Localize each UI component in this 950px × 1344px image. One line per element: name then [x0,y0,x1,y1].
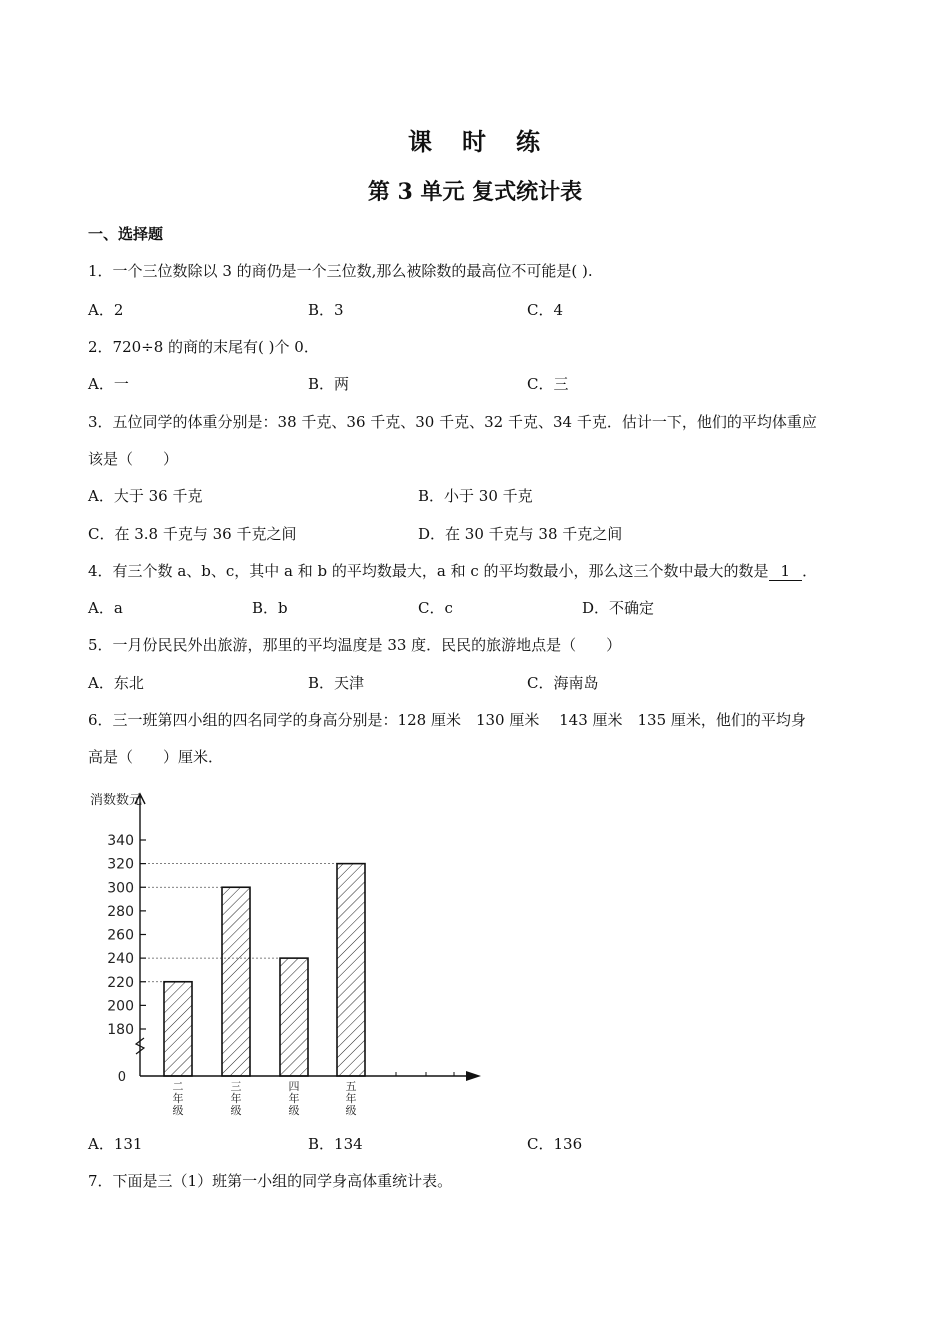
question-text: 一个三位数除以 3 的商仍是一个三位数,那么被除数的最高位不可能是( ). [112,262,593,280]
x-category-label: 年 [230,1092,242,1105]
question-3-continued: 该是（ ） [88,450,179,468]
option-b: B．3 [308,301,344,319]
option-c: C．在 3.8 千克与 36 千克之间 [88,525,297,543]
option-c: C．三 [527,375,569,393]
unit-subtitle: 第 3 单元 复式统计表 [367,179,583,205]
question-number: 2． [88,338,113,356]
option-d: D．不确定 [582,599,655,617]
question-text: 有三个数 a、b、c，其中 a 和 b 的平均数最大，a 和 c 的平均数最小，那么这三个数中最大的数是 [112,562,769,580]
question-7 [88,1170,452,1191]
section-heading: 一、选择题 [88,225,164,243]
y-tick-label: 200 [107,998,134,1015]
option-a: A．东北 [88,674,144,692]
option-b: B．b [252,599,288,617]
question-5 [88,634,621,655]
bar-chart [86,784,486,1120]
question-text: 720÷8 的商的末尾有( )个 0． [112,338,319,356]
x-category-label: 五 [345,1080,357,1093]
question-number: 7． [88,1172,113,1190]
axis-break-mark [136,1038,144,1054]
option-b: B．134 [308,1135,363,1153]
option-b: B．天津 [308,674,365,692]
x-category-label: 级 [345,1104,357,1117]
x-category-label: 年 [345,1092,357,1105]
option-b: B．两 [308,375,350,393]
bar [222,887,250,1076]
y-tick-label: 220 [107,974,134,991]
question-2 [88,336,319,357]
question-text: 三一班第四小组的四名同学的身高分别是：128 厘米 130 厘米 143 厘米 135 厘米，他们的平均身 [112,711,806,729]
title-char: 练 [516,127,542,156]
option-a: A．大于 36 千克 [88,487,203,505]
page-title [0,122,950,157]
x-category-label: 级 [172,1104,184,1117]
option-c: C．136 [527,1135,583,1153]
x-category-label: 级 [230,1104,242,1117]
question-number: 4． [88,562,113,580]
question-3 [88,411,817,432]
question-number: 5． [88,636,113,654]
bar [337,864,365,1076]
option-a: A．一 [88,375,129,393]
question-6-continued: 高是（ ）厘米． [88,748,224,766]
option-a: A．2 [88,301,124,319]
option-d: D．在 30 千克与 38 千克之间 [418,525,623,543]
y-tick-label: 260 [107,927,134,944]
question-tail: ． [802,562,818,580]
option-c: C．c [418,599,453,617]
question-number: 1． [88,262,113,280]
question-text: 一月份民民外出旅游，那里的平均温度是 33 度．民民的旅游地点是（ ） [112,636,622,654]
option-c: C．4 [527,301,564,319]
answer-blank: 1 [769,563,803,581]
y-tick-label: 320 [107,856,134,873]
x-axis-arrow [466,1071,481,1081]
question-text: 下面是三（1）班第一小组的同学身高体重统计表。 [112,1172,453,1190]
question-number: 3． [88,413,113,431]
x-category-label: 三 [230,1080,242,1093]
title-char: 课 [408,127,434,156]
bar [280,958,308,1076]
y-tick-label: 340 [107,833,134,849]
option-c: C．海南岛 [527,674,599,692]
question-text: 五位同学的体重分别是：38 千克、36 千克、30 千克、32 千克、34 千克．估计一下，他们的平均体重应 [112,413,817,431]
option-a: A．131 [88,1135,143,1153]
bar [164,982,192,1076]
question-number: 6． [88,711,113,729]
x-category-label: 四 [288,1080,300,1093]
y-tick-label: 280 [107,903,134,920]
x-category-label: 年 [288,1092,300,1105]
x-category-label: 级 [288,1104,300,1117]
y-tick-label: 240 [107,951,134,968]
question-4 [88,560,817,581]
title-char: 时 [462,127,488,156]
option-a: A．a [88,599,123,617]
option-b: B．小于 30 千克 [418,487,533,505]
question-1 [88,260,593,281]
origin-label: 0 [117,1070,126,1085]
y-tick-label: 300 [107,880,134,897]
y-axis-label: 消数数元 [90,793,143,808]
x-category-label: 年 [172,1092,184,1105]
x-category-label: 二 [172,1080,184,1093]
y-tick-label: 180 [107,1022,134,1038]
question-6 [88,709,806,730]
